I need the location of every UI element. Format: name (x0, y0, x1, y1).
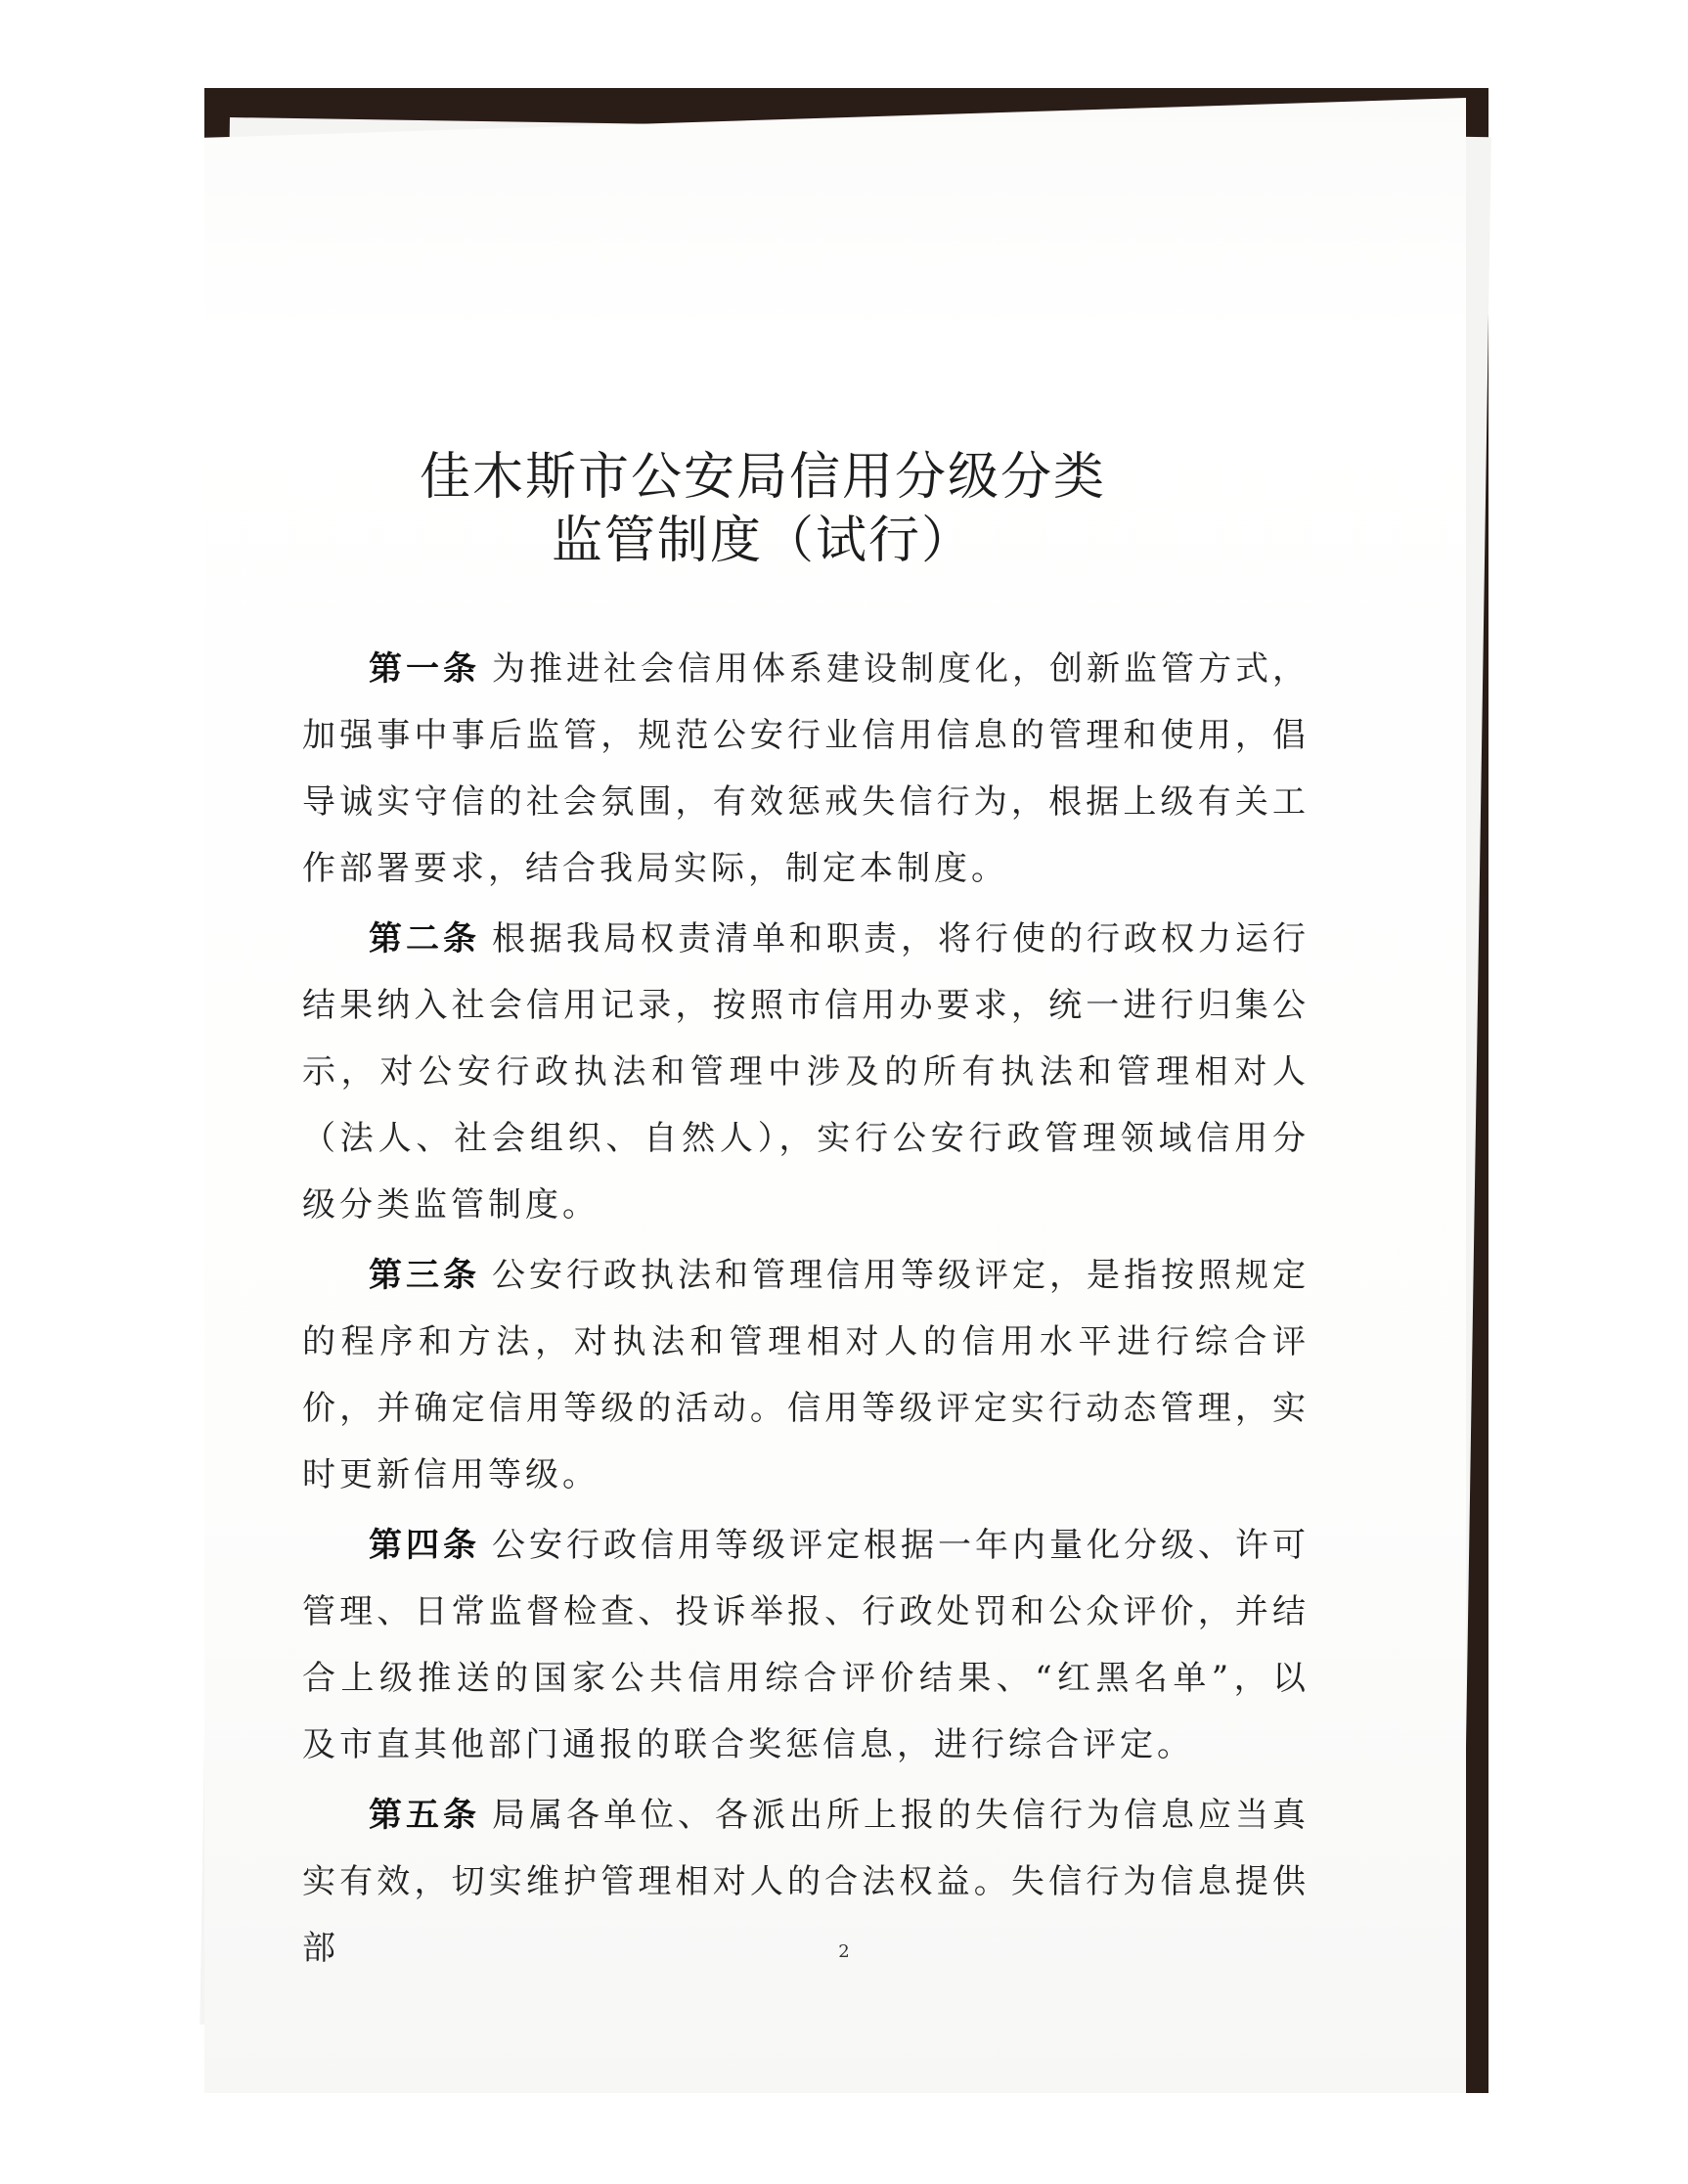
article-2-text: 根据我局权责清单和职责，将行使的行政权力运行结果纳入社会信用记录，按照市信用办要求，统一进行归集公示，对公安行政执法和管理中涉及的所有执法和管理相对人（法人、社会组织、自然人），实行公安行政管理领域信用分级分类监管制度。 (302, 919, 1310, 1225)
article-3-text: 公安行政执法和管理信用等级评定，是指按照规定的程序和方法，对执法和管理相对人的信用水平进行综合评价，并确定信用等级的活动。信用等级评定实行动态管理，实时更新信用等级。 (302, 1256, 1310, 1494)
article-3 (302, 1242, 1310, 1508)
article-2-label: 第二条 (369, 919, 480, 958)
article-5-text: 局属各单位、各派出所上报的失信行为信息应当真实有效，切实维护管理相对人的合法权益。失信行为信息提供部 (302, 1796, 1310, 1968)
article-5-label: 第五条 (369, 1796, 480, 1835)
document-title-line-2: 监管制度（试行） (551, 512, 974, 570)
article-3-label: 第三条 (369, 1256, 480, 1295)
article-4-text: 公安行政信用等级评定根据一年内量化分级、许可管理、日常监督检查、投诉举报、行政处罚和公众评价，并结合上级推送的国家公共信用综合评价结果、“红黑名单”，以及市直其他部门通报的联合奖惩信息，进行综合评定。 (302, 1526, 1310, 1764)
article-1 (302, 636, 1310, 902)
page-number: 2 (838, 1941, 850, 1962)
article-2 (302, 906, 1310, 1238)
document-body (302, 636, 1310, 1985)
article-1-label: 第一条 (369, 649, 480, 689)
article-4-label: 第四条 (369, 1526, 480, 1565)
document-title-line-1: 佳木斯市公安局信用分级分类 (419, 448, 1106, 507)
article-4 (302, 1512, 1310, 1778)
article-1-text: 为推进社会信用体系建设制度化，创新监管方式，加强事中事后监管，规范公安行业信用信息的管理和使用，倡导诚实守信的社会氛围，有效惩戒失信行为，根据上级有关工作部署要求，结合我局实际，制定本制度。 (302, 649, 1310, 888)
